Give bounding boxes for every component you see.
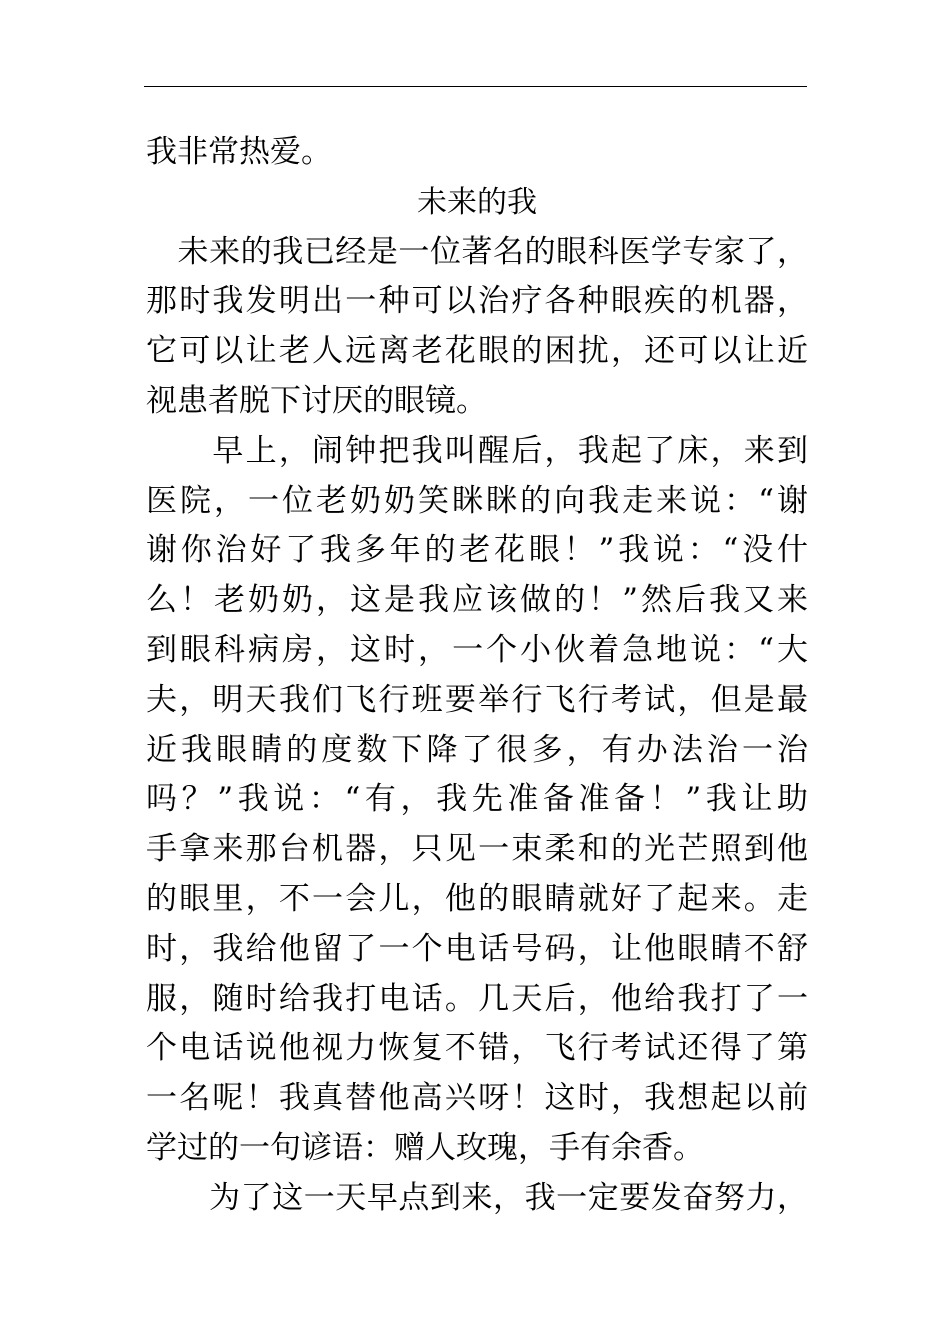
text-line: 夫，明天我们飞行班要举行飞行考试，但是最 xyxy=(146,681,808,718)
text-line: 医院，一位老奶奶笑眯眯的向我走来说：“谢 xyxy=(146,482,808,519)
text-line: 时，我给他留了一个电话号码，让他眼睛不舒 xyxy=(146,930,808,967)
text-line: 未来的我已经是一位著名的眼科医学专家了， xyxy=(146,233,808,270)
text-line: 早上，闹钟把我叫醒后，我起了床，来到 xyxy=(146,432,808,469)
text-line: 近我眼睛的度数下降了很多，有办法治一治 xyxy=(146,731,808,768)
text-line: 谢你治好了我多年的老花眼！”我说：“没什 xyxy=(146,532,808,569)
text-line: 到眼科病房，这时，一个小伙着急地说：“大 xyxy=(146,631,808,668)
essay-text xyxy=(146,128,808,1224)
header-rule xyxy=(144,86,807,87)
text-line: 手拿来那台机器，只见一束柔和的光芒照到他 xyxy=(146,831,808,868)
text-line: 服，随时给我打电话。几天后，他给我打了一 xyxy=(146,980,808,1017)
text-line: 个电话说他视力恢复不错，飞行考试还得了第 xyxy=(146,1030,808,1067)
text-line: 么！老奶奶，这是我应该做的！”然后我又来 xyxy=(146,582,808,619)
text-line: 它可以让老人远离老花眼的困扰，还可以让近 xyxy=(146,333,808,370)
text-line: 我非常热爱。 xyxy=(146,134,332,170)
text-line: 学过的一句谚语：赠人玫瑰，手有余香。 xyxy=(146,1129,704,1166)
text-line: 视患者脱下讨厌的眼镜。 xyxy=(146,382,487,419)
text-line: 一名呢！我真替他高兴呀！这时，我想起以前 xyxy=(146,1080,808,1117)
text-line: 那时我发明出一种可以治疗各种眼疾的机器， xyxy=(146,283,808,320)
text-line: 吗？”我说：“有，我先准备准备！”我让助 xyxy=(146,781,808,818)
essay-title: 未来的我 xyxy=(417,184,537,220)
text-line: 的眼里，不一会儿，他的眼睛就好了起来。走 xyxy=(146,880,808,917)
text-line: 为了这一天早点到来，我一定要发奋努力， xyxy=(146,1179,808,1216)
